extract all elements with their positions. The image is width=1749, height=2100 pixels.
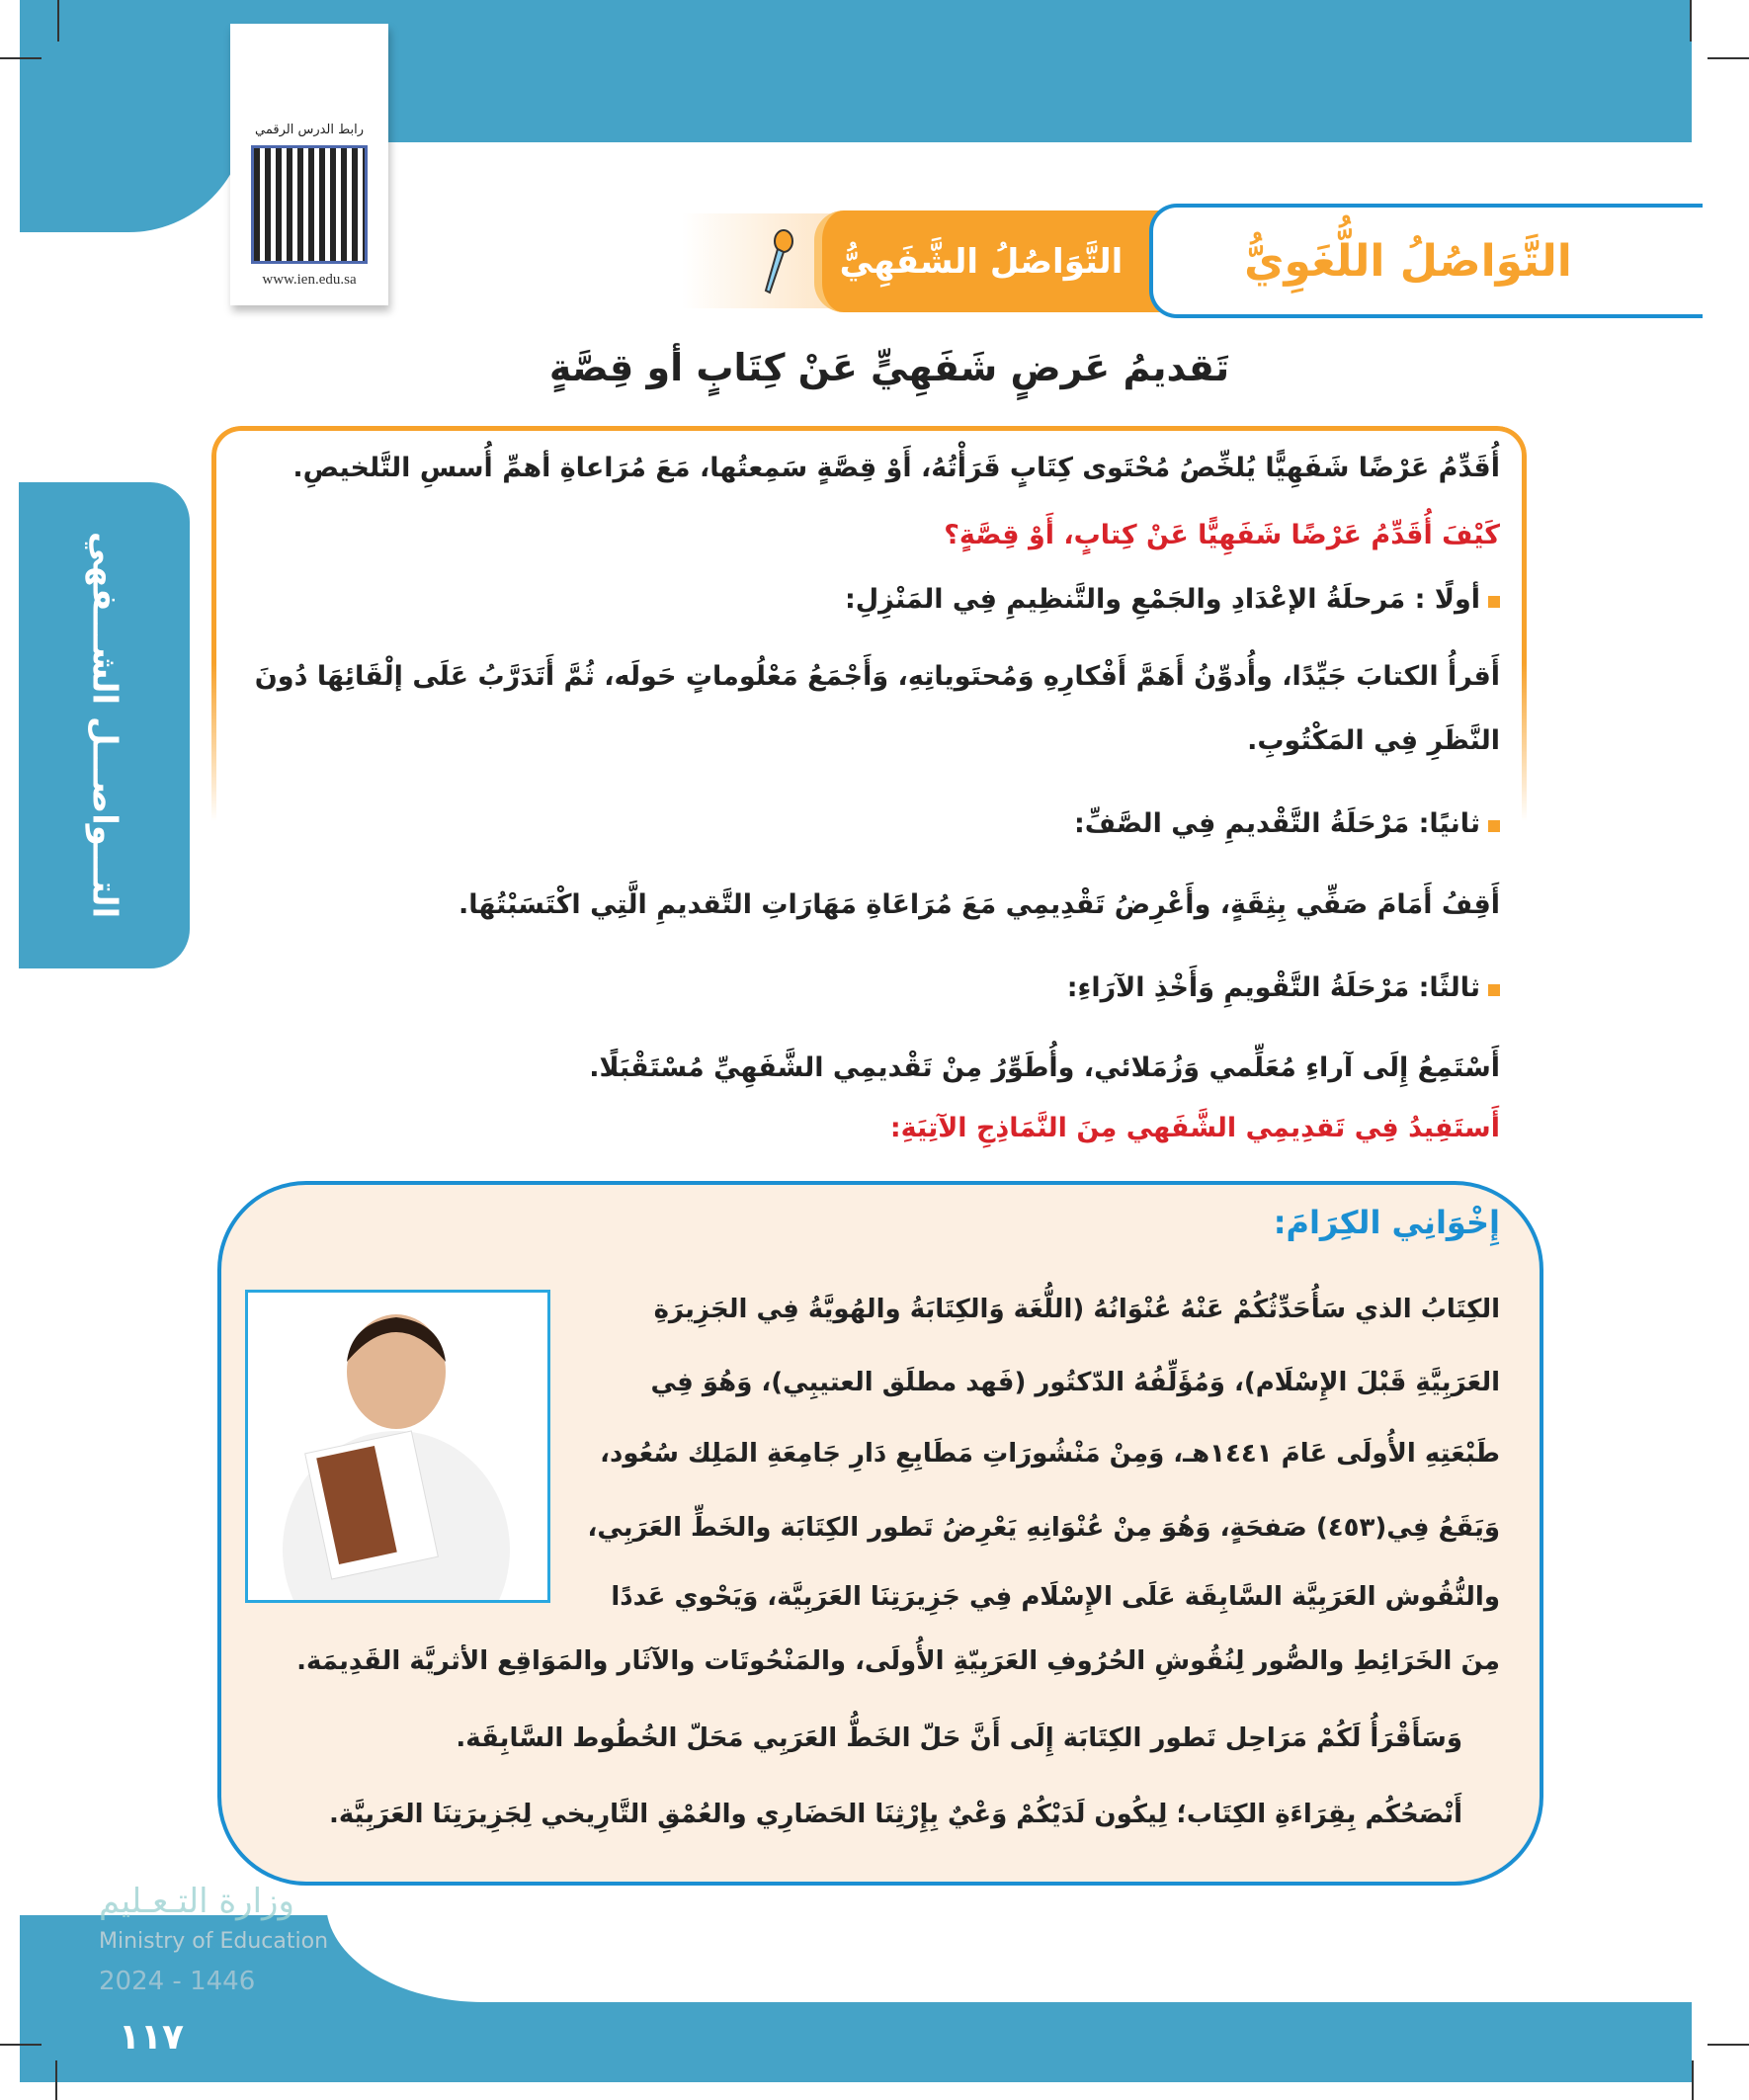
side-tab-label: التـــواصـــل الشـــفهي — [84, 532, 125, 919]
page-number: ١١٧ — [119, 2017, 184, 2058]
step3-heading-text: ثالثًا: مَرْحَلَةُ التَّقْويمِ وَأَخْذِ الآرَاءِ: — [1066, 972, 1480, 1003]
letter-greeting: إِخْوَانِي الكِرَامَ: — [1273, 1204, 1500, 1241]
step1-line2: النَّظَرِ فِي المَكْتُوبِ. — [1247, 725, 1500, 756]
section-header — [1149, 204, 1703, 318]
step3-text: أَسْتَمِعُ إِلَى آراءِ مُعَلِّمي وَزُمَلائي، وأُطَوِّرُ مِنْ تَقْديمِي الشَّفَهِيِّ مُسْتَقْبَلًا. — [589, 1052, 1500, 1083]
intro-text: أُقَدِّمُ عَرْضًا شَفَهِيًّا يُلخِّصُ مُحْتَوى كِتَابٍ قَرَأْتُهُ، أَوْ قِصَّةٍ سَمِعتُها، مَعَ مُرَاعاةِ أهمِّ أُسسِ التَّلخيصِ. — [292, 453, 1500, 483]
letter-line: والنُّقُوش العَرَبِيَّة السَّابِقَة عَلَى الإِسْلَام فِي جَزِيرَتِنَا العَرَبِيَّة، وَيَحْوي عَددًا — [611, 1582, 1500, 1612]
top-banner-curve — [20, 99, 247, 232]
step1-heading-text: أولًا : مَرحلَةُ الإعْدَادِ والجَمْعِ والتَّنظِيمِ فِي المَنْزِلِ: — [844, 584, 1480, 615]
crop-mark — [1707, 2044, 1749, 2046]
ministry-watermark-year: 2024 - 1446 — [99, 1967, 256, 1996]
crop-mark — [55, 2060, 57, 2100]
crop-mark — [57, 0, 59, 42]
crop-mark — [0, 57, 42, 59]
step2-heading-text: ثانيًا: مَرْحَلَةُ التَّقْديمِ فِي الصَّفِّ: — [1073, 808, 1480, 839]
ministry-watermark-ar: وزارة التـعـليم — [99, 1882, 294, 1921]
letter-line: وَسَأَقْرَأُ لَكُمْ مَرَاحِل تَطور الكِتَابَة إِلَى أَنَّ حَلّ الخَطُّ العَرَبِي مَحَلّ الخُطُوط السَّابِقَة. — [456, 1723, 1462, 1753]
qr-card[interactable] — [230, 24, 388, 305]
letter-line: مِنَ الخَرَائِطِ والصُّور لِنُقُوشِ الحُرُوفِ العَرَبِيّةِ الأُولَى، والمَنْحُوتَات والآثَار والمَوَاقِع الأثريَّة القَدِيمَة. — [296, 1646, 1500, 1676]
side-tab — [19, 482, 190, 968]
section-title: التَّوَاصُلُ اللُّغَوِيُّ — [1244, 235, 1572, 287]
step3-heading — [1067, 972, 1500, 1003]
page-title: تَقديمُ عَرضٍ شَفَهِيٍّ عَنْ كِتَابٍ أو قِصَّةٍ — [548, 346, 1230, 389]
step2-heading — [1074, 808, 1500, 839]
subsection-tab — [814, 210, 1180, 312]
question-text: كَيْفَ أُقَدِّمُ عَرْضًا شَفَهِيًّا عَنْ كِتابٍ، أَوْ قِصَّةٍ؟ — [944, 520, 1500, 550]
crop-mark — [1690, 0, 1692, 42]
bullet-icon — [1488, 820, 1500, 832]
crop-mark — [1692, 2060, 1694, 2100]
step2-text: أَقِفُ أَمَامَ صَفِّي بِثِقَةٍ، وأَعْرِضُ تَقْدِيمِي مَعَ مُرَاعَاةِ مَهَارَاتِ التَّقديمِ الَّتِي اكْتَسَبْتُهَا. — [458, 889, 1500, 920]
models-prompt: أَستَفِيدُ فِي تَقدِيمِي الشَّفَهي مِنَ النَّمَاذِجِ الآتِيَةِ: — [889, 1113, 1500, 1143]
letter-line: طَبْعَتِهِ الأُولَى عَامَ ١٤٤١هـ، وَمِنْ مَنْشُورَاتِ مَطَابِعِ دَارِ جَامِعَةِ المَلِك سُعُود، — [600, 1439, 1500, 1469]
bullet-icon — [1488, 596, 1500, 608]
step1-heading — [845, 584, 1500, 615]
qr-url[interactable]: www.ien.edu.sa — [262, 272, 357, 288]
bullet-icon — [1488, 984, 1500, 996]
boy-reading-photo — [245, 1290, 550, 1603]
subsection-title: التَّوَاصُلُ الشَّفَهِيُّ — [839, 241, 1124, 282]
letter-line: العَرَبِيَّةِ قَبْلَ الإِسْلَام)، وَمُؤَلِّفُهُ الدّكتُور (فَهد مطلَق العتيبِي)، وَهُوَ فِي — [650, 1368, 1500, 1397]
qr-label: رابط الدرس الرقمي — [255, 123, 364, 137]
step1-line1: أَقرأُ الكتابَ جَيِّدًا، وأُدوِّنُ أَهَمَّ أَفْكارِهِ وَمُحتَوياتِهِ، وَأَجْمَعُ مَعْلُوماتٍ حَولَه، ثُمَّ أَتَدَرَّبُ عَلَى إلْقَائِهَا دُونَ — [254, 661, 1500, 692]
letter-line: وَيَقَعُ فِي(٤٥٣) صَفحَةٍ، وَهُوَ مِنْ عُنْوَانِهِ يَعْرِضُ تَطور الكِتَابَة والخَطِّ العَرَبِي، — [587, 1513, 1500, 1543]
bottom-banner-curve — [326, 1897, 1709, 2002]
crop-mark — [0, 2044, 42, 2046]
ministry-watermark-en: Ministry of Education — [99, 1929, 329, 1954]
content-frame — [211, 426, 1527, 821]
letter-line: أَنْصَحُكُم بِقِرَاءَةِ الكِتَاب؛ لِيكُون لَدَيْكُمْ وَعْيٌ بِإِرْثِنَا الحَضَارِي والعُمْقِ التَّارِيخي لِجَزِيرَتِنَا العَرَبِيَّة. — [329, 1800, 1462, 1829]
microphone-icon — [756, 229, 795, 298]
crop-mark — [1707, 57, 1749, 59]
letter-line: الكِتَابُ الذي سَأُحَدِّثُكُمْ عَنْهُ عُنْوَانُهُ (اللُّغَة وَالكِتَابَةُ والهُويَّةُ فِي الجَزِيرَةِ — [653, 1295, 1500, 1324]
qr-code-icon[interactable] — [251, 145, 368, 264]
